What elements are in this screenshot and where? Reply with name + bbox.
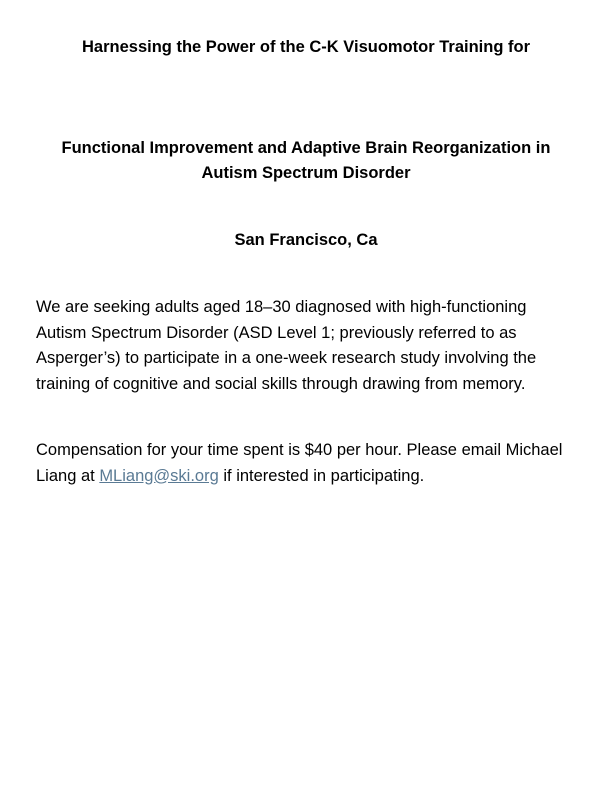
- compensation-paragraph: [36, 438, 566, 489]
- compensation-text-end: if interested in participating.: [218, 466, 425, 485]
- title-line-2: Functional Improvement and Adaptive Brain Reorganization in Autism Spectrum Disorder: [61, 139, 551, 182]
- title-line-1: Harnessing the Power of the C-K Visuomotor Training for: [82, 38, 530, 56]
- compensation-text: Compensation for your time spent is $40 per hour. Please email Michael Liang at: [36, 441, 563, 485]
- location-heading: San Francisco, Ca: [234, 231, 378, 249]
- recruitment-paragraph: We are seeking adults aged 18–30 diagnosed with high-functioning Autism Spectrum Disorder (ASD Level 1; previously referred to as Asperger’s) to participate in a one-week research study involving the training of cognitive and social skills through drawing from memory.: [36, 298, 537, 393]
- email-link[interactable]: MLiang@ski.org: [99, 466, 219, 485]
